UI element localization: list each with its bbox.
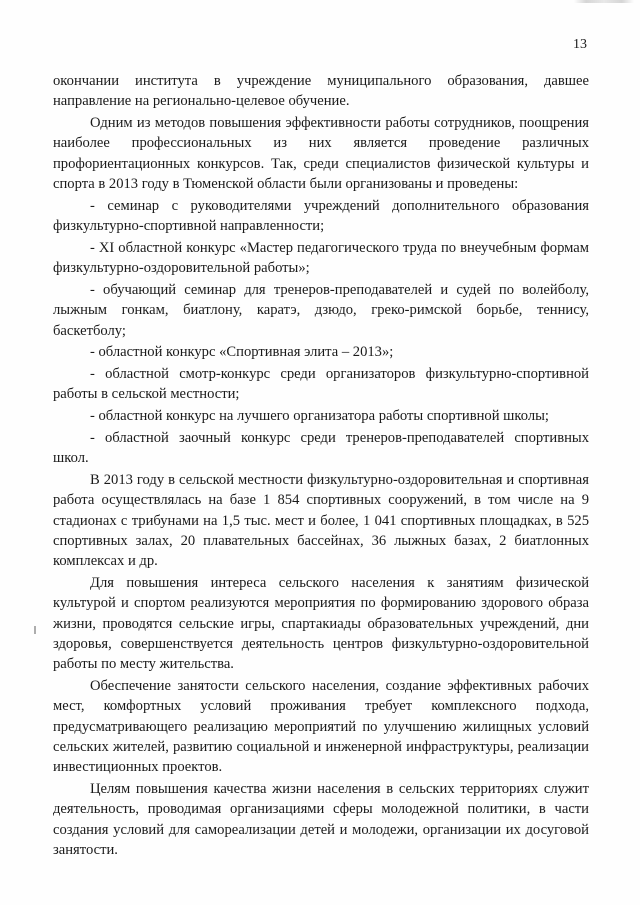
list-item: - XI областной конкурс «Мастер педагогического труда по внеучебным формам физкультурно-оздоровительной работы»; [53,239,589,277]
paragraph: Одним из методов повышения эффективности работы сотрудников, поощрения наиболее профессиональных из них является проведение различных профориентационных конкурсов. Так, среди специалистов физической культуры и спорта в 2013 году в Тюменской области были организованы и проведены: [53,115,589,192]
page-number: 13 [573,37,587,52]
list-item: - областной заочный конкурс среди тренеров-преподавателей спортивных школ. [53,430,589,467]
margin-mark [34,626,36,634]
list-item: - областной конкурс «Спортивная элита – 2013»; [90,344,394,361]
scan-artifact [574,0,634,3]
list-item: - семинар с руководителями учреждений дополнительного образования физкультурно-спортивной направленности; [53,197,589,235]
paragraph-continuation: окончании института в учреждение муниципального образования, давшее направление на регионально-целевое обучение. [53,73,589,110]
list-item: - областной смотр-конкурс среди организаторов физкультурно-спортивной работы в сельской местности; [53,366,589,403]
paragraph: В 2013 году в сельской местности физкультурно-оздоровительная и спортивная работа осуществлялась на базе 1 854 спортивных сооружений, в том числе на 9 стадионах с трибунами на 1,5 тыс. мест и более, 1 041 спортивных площадках, в 525 спортивных залах, 20 плавательных бассейнах, 36 лыжных базах, 2 биатлонных комплексах и др. [53,472,589,570]
document-body [53,71,589,862]
paragraph: Для повышения интереса сельского населения к занятиям физической культурой и спортом реализуются мероприятия по формированию здорового образа жизни, проводятся сельские игры, спартакиады образовательных учреждений, дни здоровья, совершенствуется деятельность центров физкультурно-оздоровительной работы по месту жительства. [53,575,589,673]
paragraph: Целям повышения качества жизни населения в сельских территориях служит деятельность, проводимая организациями сферы молодежной политики, в части создания условий для самореализации детей и молодежи, организации их досуговой занятости. [53,781,589,858]
paragraph: Обеспечение занятости сельского населения, создание эффективных рабочих мест, комфортных условий проживания требует комплексного подхода, предусматривающего реализацию мероприятий по улучшению жилищных условий сельских жителей, развитию социальной и инженерной инфраструктуры, реализации инвестиционных проектов. [53,678,589,776]
list-item: - областной конкурс на лучшего организатора работы спортивной школы; [90,408,549,425]
list-item: - обучающий семинар для тренеров-преподавателей и судей по волейболу, лыжным гонкам, биатлону, каратэ, дзюдо, греко-римской борьбе, теннису, баскетболу; [53,281,589,339]
